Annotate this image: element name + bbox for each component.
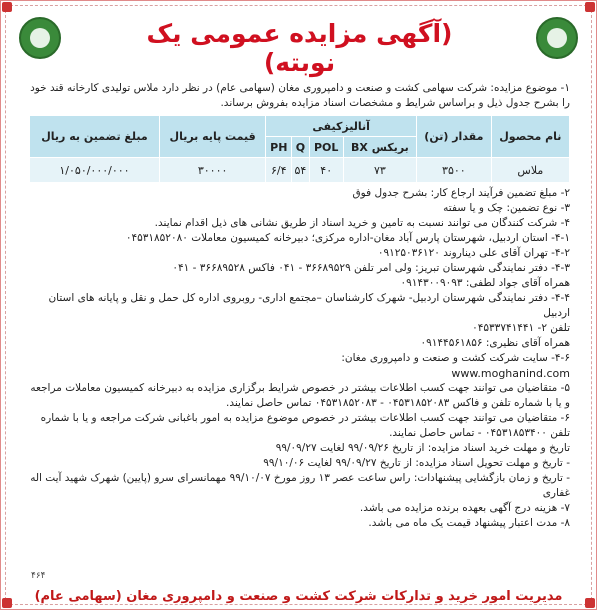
company-logo-icon [19, 17, 61, 59]
corner-ornament [585, 598, 595, 608]
condition-line: - تاریخ و زمان بازگشایی پیشنهادات: راس ساعت عصر ۱۳ روز مورخ ۹۹/۱۰/۰۷ مهمانسرای سرو (پایین) شهرک شهید آیت اله غفاری [30, 472, 570, 499]
corner-ornament [2, 2, 12, 12]
condition-line: ۴- شرکت کنندگان می توانند نسبت به تامین و خرید اسناد از طریق نشانی های ذیل اقدام نمایند. [154, 217, 570, 229]
condition-line: - تاریخ و مهلت تحویل اسناد مزایده: از تاریخ ۹۹/۰۹/۲۷ لغایت ۹۹/۱۰/۰۶ [263, 457, 570, 469]
page-number: ۴۶۴ [31, 571, 46, 581]
header-brix: بریکس BX [343, 137, 416, 158]
cell-ph: ۶/۴ [266, 158, 292, 183]
website-link[interactable]: www.moghanind.com [451, 367, 570, 380]
cell-product: ملاس [491, 158, 569, 183]
cell-brix: ۷۳ [343, 158, 416, 183]
corner-ornament [585, 2, 595, 12]
condition-line: ۸- مدت اعتبار پیشنهاد قیمت یک ماه می باشد. [368, 517, 570, 529]
footer-signature: مدیریت امور خرید و تدارکات شرکت کشت و صنعت و دامپروری مغان (سهامی عام) [34, 589, 563, 604]
cell-base-price: ۳۰۰۰۰ [159, 158, 265, 183]
condition-line: ۵- متقاضیان می توانند جهت کسب اطلاعات بیشتر در خصوص شرایط برگزاری مزایده به دبیرخانه کمیسیون معاملات مراجعه و یا با شماره تلفن و فاکس ۰۴۵۳۱۸۵۲۰۸۳ - ۰۴۵۳۱۸۵۲۰۸۳ تماس حاصل نمایند. [30, 382, 570, 409]
corner-ornament [2, 598, 12, 608]
condition-line: ۷- هزینه درج آگهی بعهده برنده مزایده می باشد. [359, 502, 570, 514]
cell-q: ۵۴ [292, 158, 309, 183]
cell-amount: ۳۵۰۰ [417, 158, 492, 183]
condition-line: ۴-۶- سایت شرکت کشت و صنعت و دامپروری مغان: [341, 352, 570, 364]
condition-line: ۶- متقاضیان می توانند جهت کسب اطلاعات بیشتر در خصوص موضوع مزایده به امور باغبانی شرکت مراجعه و یا با شماره تلفن ۰۴۵۳۱۸۵۳۴۰۰ - تماس حاصل نمایند. [40, 412, 570, 439]
page-title: (آگهی مزایده عمومی یک نوبته) [146, 19, 453, 77]
auction-table [29, 115, 570, 183]
intro-paragraph: ۱- موضوع مزایده: شرکت سهامی کشت و صنعت و دامپروری مغان (سهامی عام) در نظر دارد ملاس تولیدی کارخانه قند خود را بشرح جدول ذیل و براساس شرایط و مشخصات اسناد مزایده بفروش برساند. [30, 82, 570, 109]
announcement-body [29, 81, 570, 531]
header-product: نام محصول [491, 116, 569, 158]
condition-line: ۴-۴- دفتر نمایندگی شهرستان اردبیل- شهرک کارشناسان –مجتمع اداری- روبروی اداره کل حمل و نقل و پایانه های استان اردبیل [48, 292, 570, 319]
condition-line: ۲- مبلغ تضمین فرآیند ارجاع کار: بشرح جدول فوق [352, 187, 570, 199]
condition-line: تلفن ۲- ۰۴۵۳۳۷۴۱۴۴۱ [472, 322, 570, 334]
header-amount: مقدار (تن) [417, 116, 492, 158]
header-deposit: مبلغ تضمین به ریال [30, 116, 160, 158]
condition-line: همراه آقای نظیری: ۰۹۱۴۴۵۶۱۸۵۶ [420, 337, 570, 349]
cell-deposit: ۱/۰۵۰/۰۰۰/۰۰۰ [30, 158, 160, 183]
condition-line: تاریخ و مهلت خرید اسناد مزایده: از تاریخ ۹۹/۰۹/۲۶ لغایت ۹۹/۰۹/۲۷ [275, 442, 570, 454]
header-q: Q [292, 137, 309, 158]
header-ph: PH [266, 137, 292, 158]
table-header-row [30, 116, 570, 137]
header-base-price: قیمت پایه بریال [159, 116, 265, 158]
condition-line: همراه آقای جواد لطفی: ۰۹۱۴۳۰۰۹۰۹۳ [400, 277, 570, 289]
condition-line: ۴-۲- تهران آقای علی دیناروند ۰۹۱۲۵۰۳۶۱۲۰ [377, 247, 570, 259]
cell-pol: ۴۰ [309, 158, 343, 183]
condition-line: ۴-۳- دفتر نمایندگی شهرستان تبریز: ولی امر تلفن ۳۶۶۸۹۵۲۹ - ۰۴۱ فاکس ۳۶۶۸۹۵۲۸ - ۰۴۱ [172, 262, 570, 274]
condition-line: ۴-۱- استان اردبیل، شهرستان پارس آباد مغان-اداره مرکزی؛ دبیرخانه کمیسیون معاملات ۰۴۵۳۱۸۵۲۰۸۰ [125, 232, 570, 244]
condition-line: ۳- نوع تضمین: چک و یا سفته [443, 202, 570, 214]
company-logo-icon [536, 17, 578, 59]
table-row [30, 158, 570, 183]
header-analysis: آنالیزکیفی [266, 116, 417, 137]
header-pol: POL [309, 137, 343, 158]
